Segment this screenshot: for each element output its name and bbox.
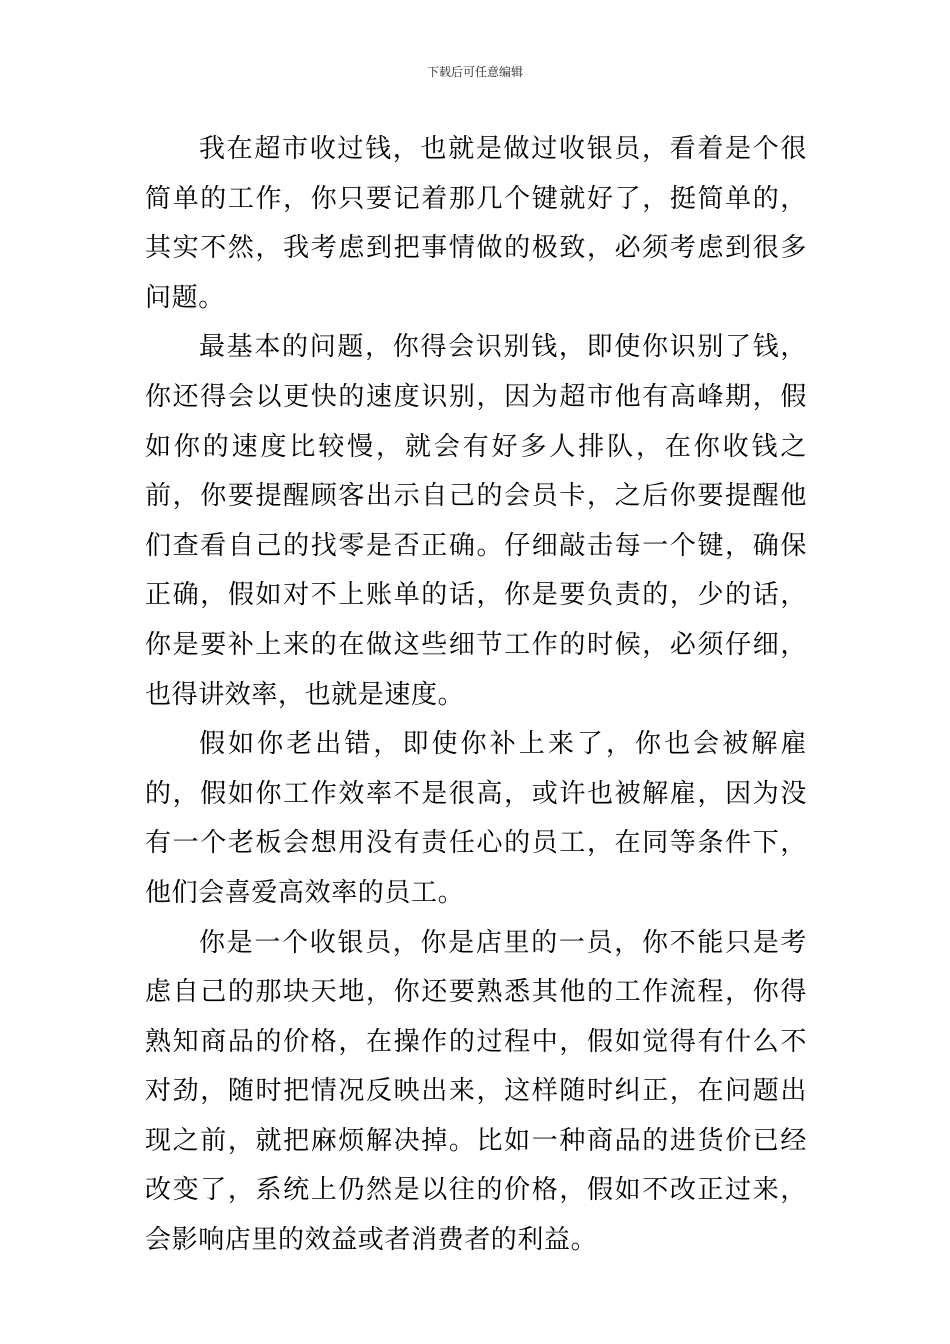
paragraph-4: 你是一个收银员，你是店里的一员，你不能只是考虑自己的那块天地，你还要熟悉其他的工作流程，你得熟知商品的价格，在操作的过程中，假如觉得有什么不对劲，随时把情况反映出来，这样随时纠正，在问题出现之前，就把麻烦解决掉。比如一种商品的进货价已经改变了，系统上仍然是以往的价格，假如不改正过来，会影响店里的效益或者消费者的利益。	[145, 927, 807, 1256]
paragraph-2: 最基本的问题，你得会识别钱，即使你识别了钱，你还得会以更快的速度识别，因为超市他有高峰期，假如你的速度比较慢，就会有好多人排队，在你收钱之前，你要提醒顾客出示自己的会员卡，之后你要提醒他们查看自己的找零是否正确。仔细敲击每一个键，确保正确，假如对不上账单的话，你是要负责的，少的话，你是要补上来的在做这些细节工作的时候，必须仔细，也得讲效率，也就是速度。	[145, 332, 807, 710]
paragraph-1: 我在超市收过钱，也就是做过收银员，看着是个很简单的工作，你只要记着那几个键就好了，挺简单的，其实不然，我考虑到把事情做的极致，必须考虑到很多问题。	[145, 134, 807, 313]
document-body	[145, 125, 807, 1266]
page-header: 下载后可任意编辑	[426, 65, 523, 79]
paragraph-3: 假如你老出错，即使你补上来了，你也会被解雇的，假如你工作效率不是很高，或许也被解雇，因为没有一个老板会想用没有责任心的员工，在同等条件下，他们会喜爱高效率的员工。	[145, 729, 807, 908]
